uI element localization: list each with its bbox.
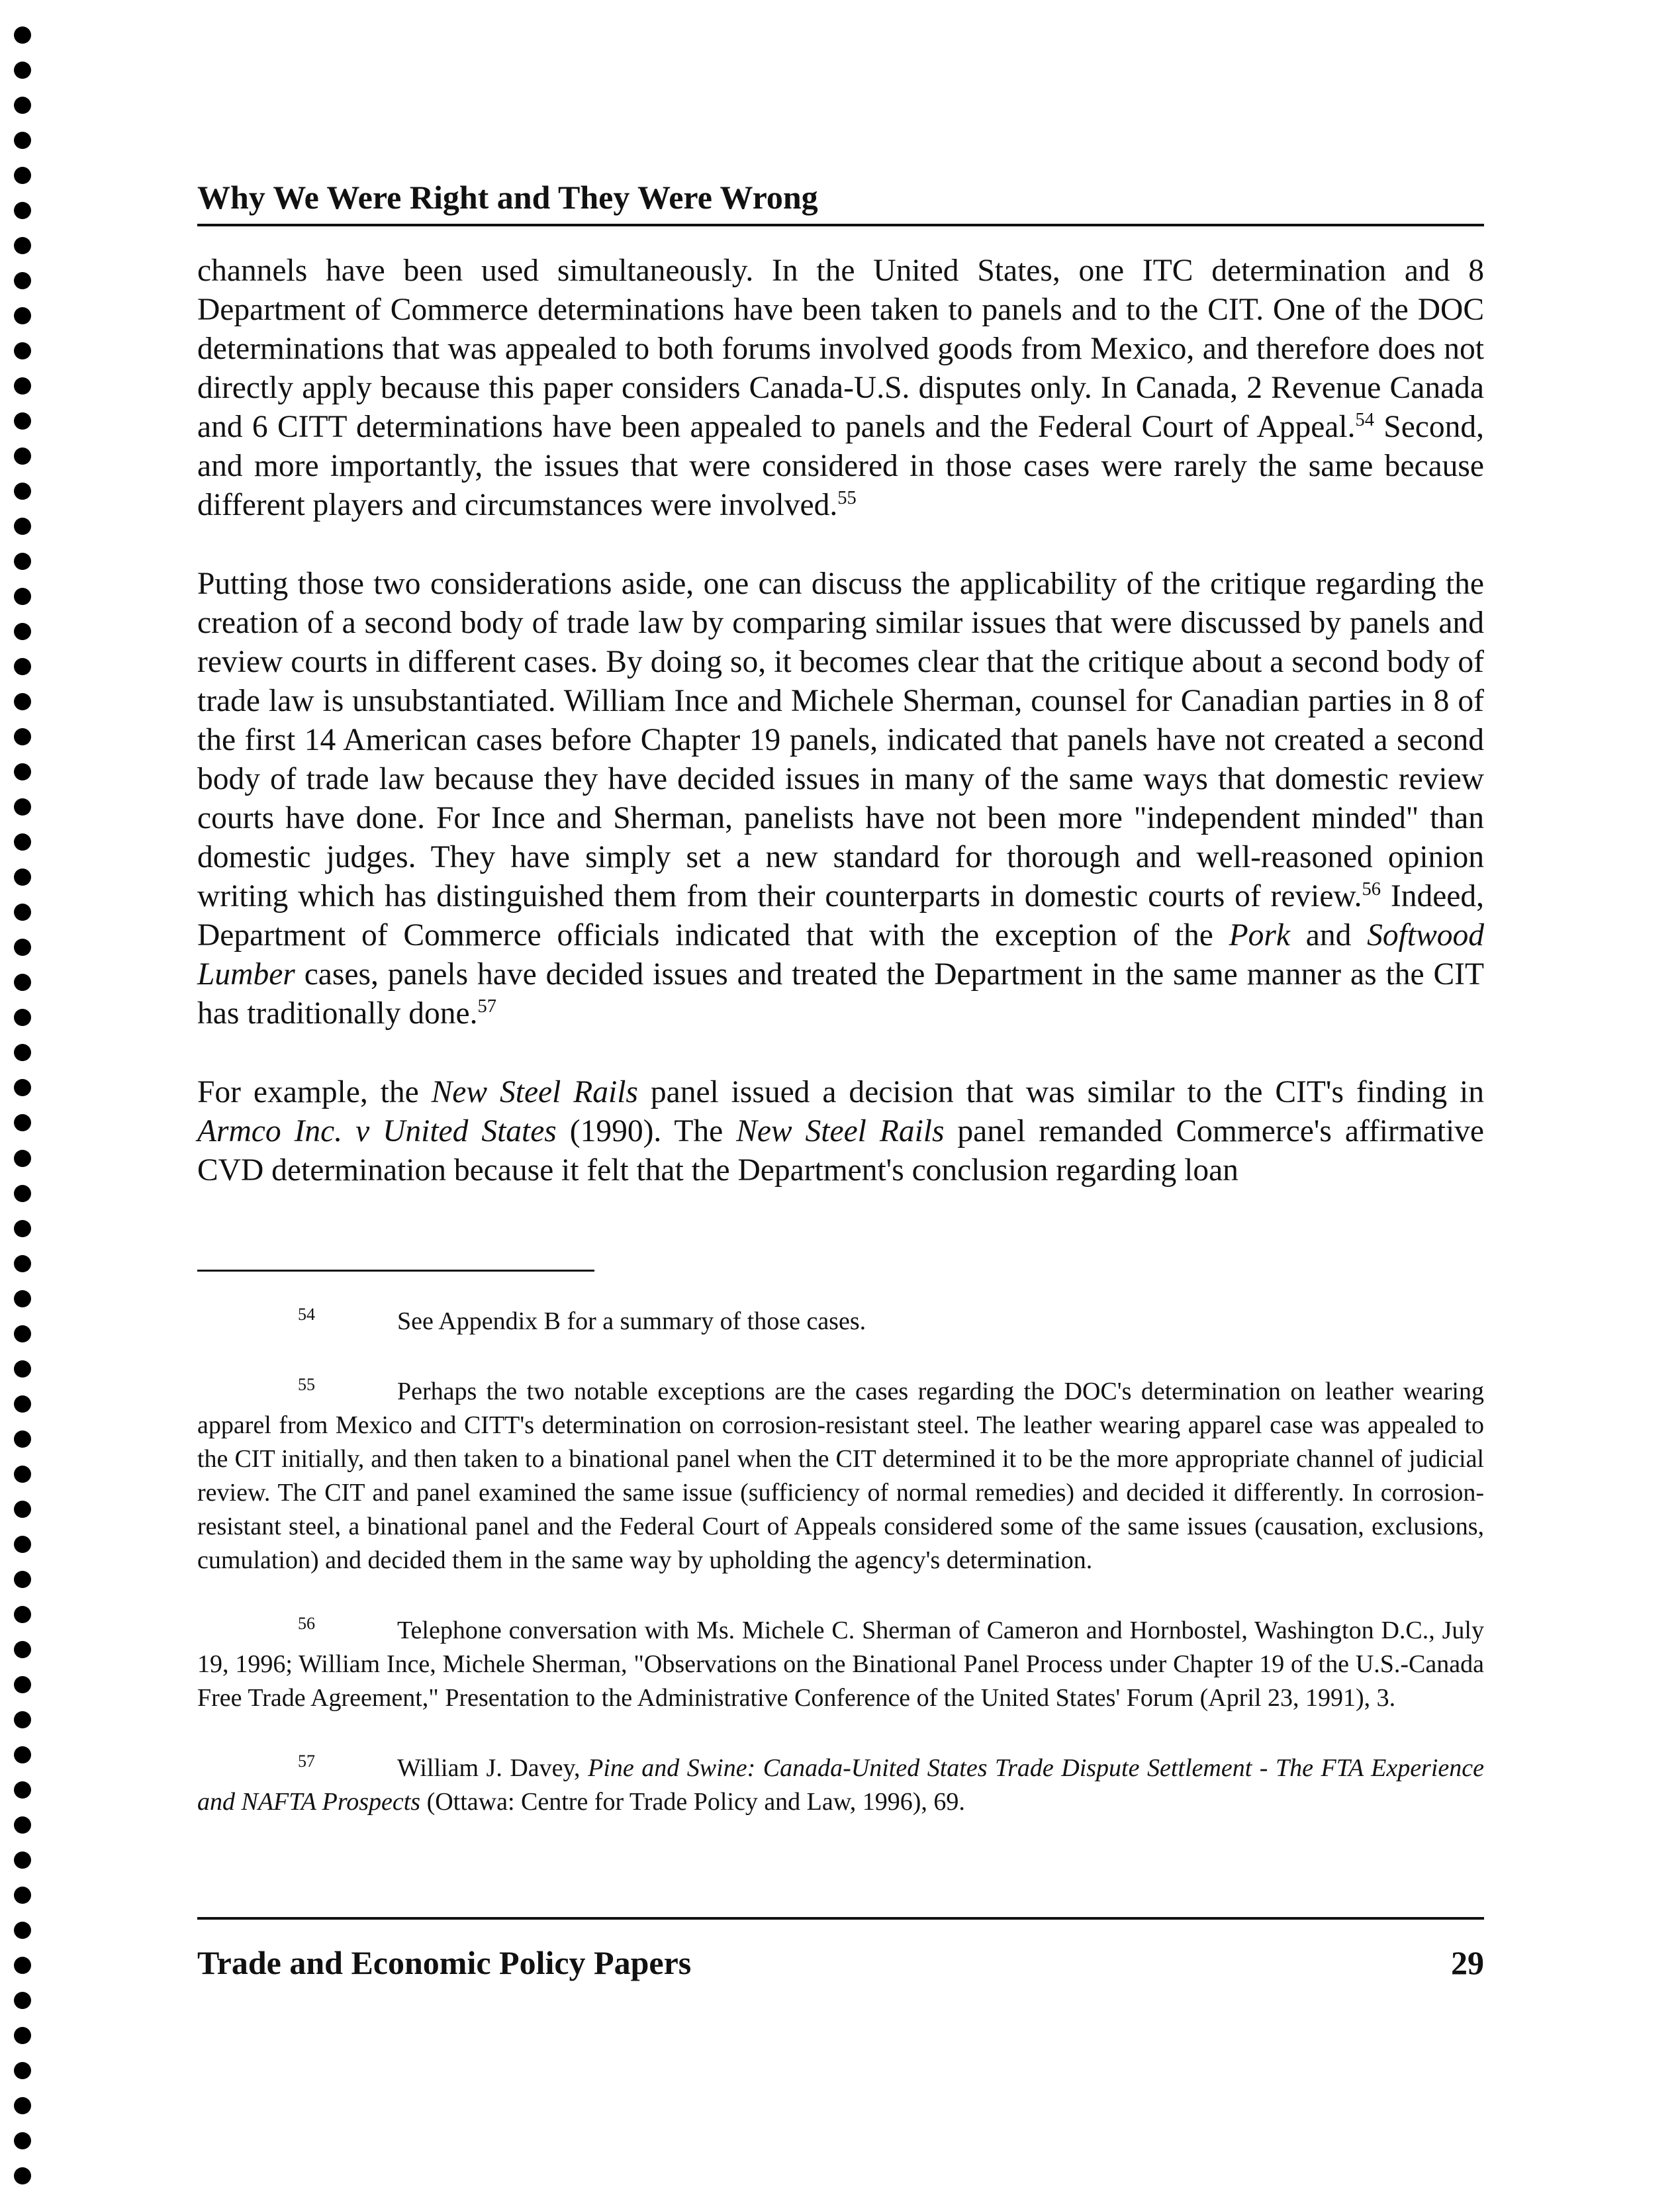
header-rule [197,224,1484,226]
binding-hole [14,658,31,675]
paragraph-2: Putting those two considerations aside, one can discuss the applicability of the critique regarding the creation of a second body of trade law by comparing similar issues that were discussed by panels and review courts in different cases. By doing so, it becomes clear that the critique about a second body of trade law is unsubstantiated. William Ince and Michele Sherman, counsel for Canadian parties in 8 of the first 14 American cases before Chapter 19 panels, indicated that panels have not created a second body of trade law because they have decided issues in many of the same ways that domestic review courts have done. For Ince and Sherman, panelists have not been more "independent minded" than domestic judges. They have simply set a new standard for thorough and well-reasoned opinion writing which has distinguished them from their counterparts in domestic courts of review.$^{56}$ Indeed, Department of Commerce officials indicated that with the exception of the Pork and Softwood Lumber cases, panels have decided issues and treated the Department in the same manner as the CIT has traditionally done.$^{57}$ [197,567,1485,1031]
binding-hole [14,939,31,956]
binding-hole [14,1360,31,1378]
binding-hole [14,1536,31,1553]
binding-hole [14,1220,31,1237]
binding-hole [14,342,31,359]
binding-hole [14,1887,31,1904]
binding-hole [14,412,31,430]
binding-hole [14,1816,31,1834]
binding-hole [14,728,31,745]
binding-hole [14,1114,31,1131]
binding-hole [14,1290,31,1307]
footnotes [197,1297,1484,1848]
binding-hole [14,132,31,149]
footnote-56: 56 Telephone conversation with Ms. Michele C. Sherman of Cameron and Hornbostel, Washington D.C., July 19, 1996; William Ince, Michele Sherman, "Observations on the Binational Panel Process under Chapter 19 of the U.S.-Canada Free Trade Agreement," Presentation to the Administrative Conference of the United States' Forum (April 23, 1991), 3. [197,1614,1484,1712]
footnote-separator [197,1270,594,1272]
binding-hole [14,1325,31,1342]
binding-holes [9,26,36,2184]
binding-hole [14,1711,31,1728]
binding-hole [14,1641,31,1658]
binding-hole [14,1606,31,1623]
body-text [197,252,1484,1230]
binding-hole [14,307,31,324]
binding-hole [14,904,31,921]
binding-hole [14,693,31,710]
footnote-ref-54: 54 [1355,410,1374,431]
binding-hole [14,1676,31,1693]
binding-hole [14,447,31,465]
footnote-ref-57: 57 [477,996,496,1017]
footnote-57: 57 William J. Davey, Pine and Swine: Canada-United States Trade Dispute Settlement - The FTA Experience and NAFTA Prospects (Ottawa: Centre for Trade Policy and Law, 1996), 69. [197,1752,1484,1816]
binding-hole [14,518,31,535]
binding-hole [14,1255,31,1272]
binding-hole [14,62,31,79]
binding-hole [14,1466,31,1483]
binding-hole [14,2062,31,2079]
binding-hole [14,1150,31,1167]
binding-hole [14,237,31,254]
binding-hole [14,2132,31,2149]
binding-hole [14,1501,31,1518]
binding-hole [14,26,31,44]
binding-hole [14,2027,31,2044]
running-header-title: Why We Were Right and They Were Wrong [197,179,818,216]
binding-hole [14,1957,31,1974]
paragraph-3: For example, the New Steel Rails panel issued a decision that was similar to the CIT's finding in Armco Inc. v United States (1990). The New Steel Rails panel remanded Commerce's affirmative CVD determination because it felt that the Department's conclusion regarding loan [197,1075,1484,1188]
binding-hole [14,1571,31,1588]
binding-hole [14,1746,31,1763]
binding-hole [14,1851,31,1869]
binding-hole [14,1079,31,1096]
binding-hole [14,483,31,500]
page-number: 29 [1451,1944,1484,1981]
paragraph-1: channels have been used simultaneously. In the United States, one ITC determination and 8 Department of Commerce determinations have been taken to panels and to the CIT. One of the DOC determinations that was appealed to both forums involved goods from Mexico, and therefore does not directly apply because this paper considers Canada-U.S. disputes only. In Canada, 2 Revenue Canada and 6 CITT determinations have been appealed to panels and the Federal Court of Appeal.$^{54}$ Second, and more importantly, the issues that were considered in those cases were rarely the same because different players and circumstances were involved.$^{55}$ [197,254,1484,522]
binding-hole [14,1044,31,1061]
binding-hole [14,97,31,114]
binding-hole [14,553,31,570]
binding-hole [14,974,31,991]
footnote-ref-55: 55 [837,488,857,509]
footnote-55: 55 Perhaps the two notable exceptions are the cases regarding the DOC's determination on leather wearing apparel from Mexico and CITT's determination on corrosion-resistant steel. The leather wearing apparel case was appealed to the CIT initially, and then taken to a binational panel when the CIT determined it to be the more appropriate channel of judicial review. The CIT and panel examined the same issue (sufficiency of normal remedies) and decided it differently. In corrosion-resistant steel, a binational panel and the Federal Court of Appeals considered some of the same issues (causation, exclusions, cumulation) and decided them in the same way by upholding the agency's determination. [197,1375,1484,1574]
binding-hole [14,588,31,605]
binding-hole [14,1922,31,1939]
binding-hole [14,1992,31,2009]
footnote-54: 54 See Appendix B for a summary of those cases. [298,1305,866,1335]
footnote-ref-56: 56 [1362,879,1381,900]
binding-hole [14,2167,31,2184]
binding-hole [14,202,31,219]
binding-hole [14,1185,31,1202]
binding-hole [14,1781,31,1799]
binding-hole [14,763,31,780]
binding-hole [14,1430,31,1448]
binding-hole [14,272,31,289]
binding-hole [14,1009,31,1026]
running-footer-title: Trade and Economic Policy Papers [197,1944,692,1981]
binding-hole [14,377,31,395]
binding-hole [14,1395,31,1413]
binding-hole [14,833,31,851]
binding-hole [14,623,31,640]
binding-hole [14,868,31,886]
binding-hole [14,167,31,184]
footer-rule [197,1917,1484,1920]
binding-hole [14,2097,31,2114]
binding-hole [14,798,31,816]
